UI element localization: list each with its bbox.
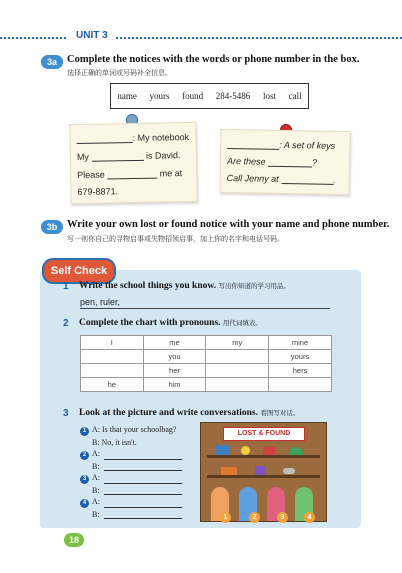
table-row <box>81 378 332 392</box>
blank-field[interactable] <box>104 459 182 460</box>
number-circle-icon: 4 <box>80 499 89 508</box>
q3-text-cn: 看图写对话。 <box>260 409 300 417</box>
shelf <box>207 455 320 458</box>
section-3b-instruction-cn: 写一则你自己的寻物启事或失物招领启事，加上你的名字和电话号码。 <box>67 235 284 243</box>
lost-and-found-picture <box>200 422 327 522</box>
notice-note-2 <box>219 129 350 195</box>
note2-line3-suffix: . <box>333 174 336 185</box>
picture-number-2: 2 <box>249 512 260 523</box>
q2-text-cn: 用代词填表。 <box>222 319 262 327</box>
word-box <box>110 83 309 109</box>
picture-number-3: 3 <box>277 512 288 523</box>
table-cell[interactable]: her <box>143 364 206 378</box>
table-row <box>81 350 332 364</box>
blank-field[interactable] <box>104 507 182 508</box>
pencil-box-icon <box>221 467 237 475</box>
word-item: call <box>288 91 302 101</box>
q1-number: 1 <box>63 281 69 292</box>
word-item: yours <box>149 91 170 101</box>
section-3b-badge: 3b <box>41 220 63 234</box>
word-item: name <box>117 91 137 101</box>
conv3-b: B: <box>92 486 100 495</box>
lost-and-found-sign: LOST & FOUND <box>223 427 305 441</box>
word-item: found <box>182 91 204 101</box>
table-cell[interactable]: me <box>143 336 206 350</box>
q3-number: 3 <box>63 408 69 419</box>
unit-label: UNIT 3 <box>68 30 116 44</box>
word-item: 284-5486 <box>215 91 251 101</box>
blank-field[interactable] <box>104 518 182 519</box>
self-check-title: Self Check <box>42 258 116 284</box>
conversation-1 <box>80 425 176 447</box>
schoolbag-icon <box>215 445 229 455</box>
ball-icon <box>241 446 250 455</box>
q2-text: Complete the chart with pronouns. <box>79 318 221 328</box>
conversation-3 <box>80 473 182 495</box>
blank-field[interactable] <box>77 142 133 144</box>
table-cell[interactable] <box>206 364 269 378</box>
blank-field[interactable] <box>107 178 157 180</box>
note1-line2-prefix: My <box>76 151 89 162</box>
table-cell[interactable] <box>81 350 144 364</box>
blank-field[interactable] <box>91 160 143 162</box>
note1-line3-prefix: Please <box>77 169 105 180</box>
table-row <box>81 364 332 378</box>
keys-icon <box>283 468 295 474</box>
note2-line2-prefix: Are these <box>226 155 266 167</box>
table-cell[interactable]: him <box>143 378 206 392</box>
table-cell[interactable]: my <box>206 336 269 350</box>
blank-field[interactable] <box>268 166 312 168</box>
q3-instruction <box>79 408 299 418</box>
table-cell[interactable] <box>269 378 332 392</box>
table-cell[interactable]: mine <box>269 336 332 350</box>
notice-note-1 <box>69 122 197 204</box>
number-circle-icon: 3 <box>80 475 89 484</box>
table-row <box>81 336 332 350</box>
conv4-b: B: <box>92 510 100 519</box>
number-circle-icon: 1 <box>80 427 89 436</box>
q1-instruction <box>79 281 290 291</box>
section-3b-instruction: Write your own lost or found notice with your name and phone number. <box>67 219 390 230</box>
table-cell[interactable]: he <box>81 378 144 392</box>
conv1-a: A: Is that your schoolbag? <box>92 425 177 434</box>
shelf <box>207 475 320 478</box>
table-cell[interactable]: yours <box>269 350 332 364</box>
conv3-a: A: <box>92 473 100 482</box>
number-circle-icon: 2 <box>80 451 89 460</box>
word-item: lost <box>262 91 276 101</box>
blank-field[interactable] <box>281 183 333 185</box>
q3-text: Look at the picture and write conversations. <box>79 408 258 418</box>
blank-field[interactable] <box>104 470 182 471</box>
table-cell[interactable] <box>81 364 144 378</box>
note1-line4: 679-8871. <box>77 186 119 197</box>
section-3a-badge: 3a <box>41 55 63 69</box>
hat-icon <box>289 447 303 455</box>
page-number: 18 <box>64 533 84 547</box>
conv4-a: A: <box>92 497 100 506</box>
note2-line3-prefix: Call Jenny at <box>226 172 279 184</box>
q2-number: 2 <box>63 318 69 329</box>
picture-number-4: 4 <box>304 512 315 523</box>
note2-line2-suffix: ? <box>311 157 318 168</box>
q1-answer-line[interactable] <box>80 308 330 309</box>
conversation-2 <box>80 449 182 471</box>
section-3a-instruction-cn: 选择正确的单词或号码补全信息。 <box>67 69 172 77</box>
q1-text: Write the school things you know. <box>79 281 217 291</box>
blank-field[interactable] <box>227 148 279 150</box>
note1-line3-suffix: me at <box>159 168 183 179</box>
conv2-a: A: <box>92 449 100 458</box>
table-cell[interactable] <box>206 350 269 364</box>
blank-field[interactable] <box>104 494 182 495</box>
q1-answer: pen, ruler, <box>80 297 121 307</box>
blank-field[interactable] <box>104 483 182 484</box>
table-cell[interactable]: I <box>81 336 144 350</box>
header-dotted-line <box>0 37 402 39</box>
conv1-b: B: No, it isn't. <box>92 438 137 447</box>
table-cell[interactable]: you <box>143 350 206 364</box>
book-icon <box>263 447 275 455</box>
q1-text-cn: 写出你知道的学习用品。 <box>218 282 290 290</box>
note2-line1: : A set of keys <box>279 139 336 151</box>
conversation-4 <box>80 497 182 519</box>
section-3a-instruction: Complete the notices with the words or phone number in the box. <box>67 54 360 65</box>
q2-instruction <box>79 318 262 328</box>
conv2-b: B: <box>92 462 100 471</box>
note1-line2-suffix: is David. <box>145 150 181 161</box>
table-cell[interactable]: hers <box>269 364 332 378</box>
note1-line1: : My notebook <box>132 132 190 144</box>
pronoun-chart <box>80 335 332 392</box>
table-cell[interactable] <box>206 378 269 392</box>
picture-number-1: 1 <box>220 512 231 523</box>
notebook-icon <box>255 466 265 475</box>
